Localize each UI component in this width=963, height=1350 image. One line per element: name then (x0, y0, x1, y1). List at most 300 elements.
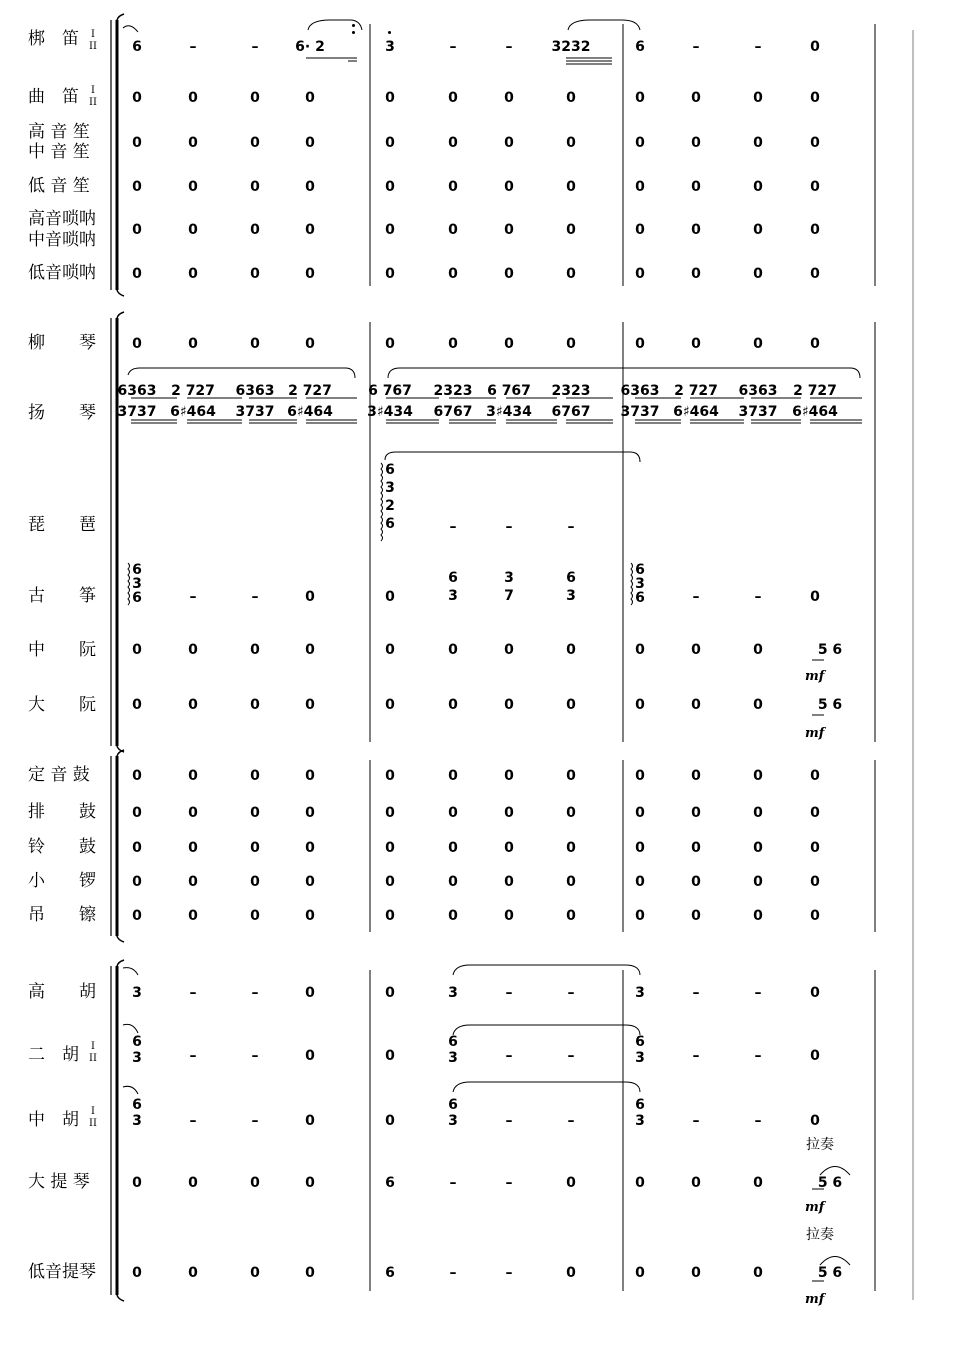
note: 0 (385, 90, 395, 106)
label-guzheng: 古 筝 (28, 586, 96, 606)
label-gaohu: 高 胡 (28, 982, 96, 1002)
note: 0 (188, 908, 198, 924)
dash-extension: – (505, 1265, 513, 1281)
note: 0 (504, 805, 514, 821)
dash-extension: – (505, 985, 513, 1001)
dash-extension: – (251, 39, 259, 55)
note: 0 (305, 768, 315, 784)
note: 0 (188, 1265, 198, 1281)
note: – (754, 1048, 762, 1064)
arpeggio-mark (128, 563, 130, 605)
note: 0 (250, 908, 260, 924)
note: 0 (132, 874, 142, 890)
note: 0 (566, 908, 576, 924)
arpeggio-mark (631, 563, 633, 605)
note: 0 (305, 908, 315, 924)
note: 0 (250, 222, 260, 238)
pipa-chord-note: 2 (385, 498, 395, 514)
note: 6· 2 (295, 39, 325, 55)
note: 0 (448, 840, 458, 856)
note: 0 (188, 768, 198, 784)
tie (385, 452, 640, 462)
note: 0 (188, 222, 198, 238)
note: – (754, 589, 762, 605)
note: 0 (753, 90, 763, 106)
note: 0 (810, 266, 820, 282)
zhonghu-chord-note: 3 (132, 1113, 142, 1129)
arpeggio-mark (381, 463, 383, 541)
guzheng-chord-note: 3 (504, 570, 514, 586)
note: 0 (188, 266, 198, 282)
label-erhu: 二 胡 (28, 1045, 79, 1065)
note: 0 (566, 336, 576, 352)
bracket-hook-top (117, 312, 124, 318)
note: 0 (810, 768, 820, 784)
bowing-annotation-bass: 拉奏 (806, 1227, 834, 1243)
note: 0 (504, 222, 514, 238)
note: 0 (250, 266, 260, 282)
note: 0 (810, 589, 820, 605)
note: 3232 (551, 39, 591, 55)
note: 0 (385, 840, 395, 856)
dash-extension: – (449, 39, 457, 55)
yangqin-upper: 2 727 (674, 383, 718, 399)
label-suona-mid: 中音唢呐 (28, 230, 96, 250)
note: 0 (810, 985, 820, 1001)
note: 0 (132, 642, 142, 658)
bracket-hook-bottom (117, 936, 124, 942)
note: 0 (753, 697, 763, 713)
dash-extension: – (189, 39, 197, 55)
note: 0 (635, 135, 645, 151)
note: 0 (635, 1265, 645, 1281)
yangqin-lower: 6♯464 (170, 404, 216, 420)
note: 0 (810, 336, 820, 352)
erhu-chord-note: 3 (635, 1050, 645, 1066)
note: 0 (305, 266, 315, 282)
bracket-hook-bottom (117, 290, 124, 296)
note: 0 (753, 1175, 763, 1191)
note: 0 (305, 874, 315, 890)
octave-dot (352, 24, 355, 27)
note: 0 (810, 1048, 820, 1064)
tie (453, 1025, 640, 1035)
bracket-hook-top (117, 14, 124, 20)
guzheng-chord-note: 6 (448, 570, 458, 586)
note: 5 6 (817, 697, 843, 713)
note: 0 (305, 985, 315, 1001)
tie (453, 965, 640, 975)
erhu-chord-note: 6 (448, 1034, 458, 1050)
note: – (251, 1113, 259, 1129)
note: 0 (691, 1175, 701, 1191)
zhonghu-chord-note: 6 (132, 1097, 142, 1113)
note: 0 (385, 642, 395, 658)
note: – (692, 1113, 700, 1129)
slur (568, 20, 640, 30)
note: 0 (188, 1175, 198, 1191)
note: 0 (188, 840, 198, 856)
note: – (567, 1113, 575, 1129)
yangqin-upper: 6363 (620, 383, 660, 399)
note: 0 (635, 768, 645, 784)
note: 0 (250, 90, 260, 106)
note: – (692, 589, 700, 605)
dash-extension: – (449, 1265, 457, 1281)
note: 0 (635, 840, 645, 856)
note: 0 (385, 589, 395, 605)
note: 0 (753, 336, 763, 352)
guzheng-chord-note: 6 (635, 590, 645, 606)
note: 0 (188, 90, 198, 106)
octave-dot (388, 31, 391, 34)
guzheng-chord-note: 3 (448, 588, 458, 604)
guzheng-chord-note: 3 (635, 576, 645, 592)
note: 0 (635, 642, 645, 658)
tie (123, 968, 138, 975)
yangqin-upper: 2323 (551, 383, 591, 399)
label-liuqin: 柳 琴 (28, 333, 96, 353)
yangqin-upper: 6363 (117, 383, 157, 399)
part-roman-II: II (89, 41, 97, 52)
yangqin-lower: 3737 (235, 404, 275, 420)
note: 0 (635, 179, 645, 195)
note: 0 (188, 179, 198, 195)
note: 0 (691, 697, 701, 713)
slur (128, 368, 355, 378)
note: 0 (132, 768, 142, 784)
note: 0 (385, 697, 395, 713)
note: 0 (448, 697, 458, 713)
note: 0 (305, 589, 315, 605)
note: 0 (448, 874, 458, 890)
note: 0 (566, 840, 576, 856)
part-roman-I: I (91, 85, 95, 96)
note: 0 (810, 908, 820, 924)
part-roman-I: I (91, 1106, 95, 1117)
note: 0 (305, 222, 315, 238)
note: 0 (504, 90, 514, 106)
note: 0 (132, 179, 142, 195)
dash-extension: – (505, 1175, 513, 1191)
dash-extension: – (505, 519, 513, 535)
note: 0 (504, 135, 514, 151)
note: – (692, 1048, 700, 1064)
pipa-chord-note: 3 (385, 480, 395, 496)
part-roman-I: I (91, 1041, 95, 1052)
note: 0 (385, 1048, 395, 1064)
note: 0 (810, 840, 820, 856)
note: 0 (250, 874, 260, 890)
note: 0 (566, 805, 576, 821)
bracket-hook-bottom (117, 1295, 124, 1301)
note: 5 6 (817, 642, 843, 658)
label-qudi: 曲 笛 (28, 87, 79, 107)
note: 0 (691, 768, 701, 784)
note: 0 (753, 840, 763, 856)
yangqin-lower: 6♯464 (792, 404, 838, 420)
label-diaocha: 吊 镲 (28, 905, 96, 925)
note: 0 (566, 222, 576, 238)
octave-dot (352, 31, 355, 34)
yangqin-upper: 2 727 (171, 383, 215, 399)
note: 0 (188, 135, 198, 151)
yangqin-lower: 6♯464 (673, 404, 719, 420)
dash-extension: – (567, 519, 575, 535)
slur (820, 1257, 850, 1266)
label-sheng-low: 低 音 笙 (28, 176, 90, 196)
note: 0 (691, 908, 701, 924)
note: 0 (635, 90, 645, 106)
note: 0 (566, 266, 576, 282)
yangqin-upper: 2 727 (288, 383, 332, 399)
label-linggu: 铃 鼓 (28, 837, 96, 857)
note: 0 (250, 805, 260, 821)
note: 0 (504, 840, 514, 856)
part-roman-II: II (89, 97, 97, 108)
note: 0 (635, 222, 645, 238)
note: 0 (448, 179, 458, 195)
note: 0 (385, 768, 395, 784)
note: 0 (566, 768, 576, 784)
note: 6 (132, 39, 142, 55)
label-suona-high: 高音唢呐 (28, 209, 96, 229)
note: 0 (753, 222, 763, 238)
note: 0 (132, 336, 142, 352)
note: 0 (385, 266, 395, 282)
note: 6 (635, 39, 645, 55)
note: 0 (305, 1048, 315, 1064)
note: 0 (250, 336, 260, 352)
yangqin-upper: 2323 (433, 383, 473, 399)
yangqin-upper: 2 727 (793, 383, 837, 399)
note: 0 (691, 336, 701, 352)
note: 0 (188, 805, 198, 821)
yangqin-lower: 3♯434 (367, 404, 413, 420)
note: 0 (691, 135, 701, 151)
label-bangdi: 梆 笛 (28, 29, 79, 49)
tie (453, 1082, 640, 1092)
note: 5 6 (817, 1175, 843, 1191)
note: 0 (753, 768, 763, 784)
yangqin-upper: 6 767 (368, 383, 412, 399)
yangqin-lower: 3♯434 (486, 404, 532, 420)
note: 0 (566, 179, 576, 195)
note: 0 (566, 697, 576, 713)
note: 0 (635, 266, 645, 282)
note: 0 (566, 90, 576, 106)
note: 0 (753, 805, 763, 821)
dash-extension: – (449, 1175, 457, 1191)
note: 0 (305, 840, 315, 856)
bowing-annotation-cello: 拉奏 (806, 1137, 834, 1153)
note: 0 (132, 135, 142, 151)
note: – (189, 1113, 197, 1129)
guzheng-chord-note: 3 (566, 588, 576, 604)
dash-extension: – (754, 985, 762, 1001)
note: 0 (504, 908, 514, 924)
erhu-chord-note: 3 (448, 1050, 458, 1066)
note: 0 (250, 840, 260, 856)
note: 0 (504, 179, 514, 195)
dash-extension: – (754, 39, 762, 55)
note: 0 (448, 135, 458, 151)
note: 0 (810, 874, 820, 890)
yangqin-upper: 6363 (235, 383, 275, 399)
label-daruan: 大 阮 (28, 695, 96, 715)
note: 0 (504, 336, 514, 352)
note: 0 (305, 336, 315, 352)
zhonghu-chord-note: 6 (448, 1097, 458, 1113)
note: 0 (385, 222, 395, 238)
note: 0 (635, 697, 645, 713)
pipa-chord-note: 6 (385, 462, 395, 478)
zhonghu-chord-note: 6 (635, 1097, 645, 1113)
note: 6 (385, 1265, 395, 1281)
note: 0 (504, 768, 514, 784)
guzheng-chord-note: 6 (635, 562, 645, 578)
dash-extension: – (692, 985, 700, 1001)
note: 0 (305, 179, 315, 195)
label-paigu: 排 鼓 (28, 802, 96, 822)
yangqin-lower: 6767 (433, 404, 473, 420)
note: 5 6 (817, 1265, 843, 1281)
note: 0 (305, 90, 315, 106)
yangqin-lower: 6♯464 (287, 404, 333, 420)
note: – (505, 1113, 513, 1129)
note: 0 (305, 1175, 315, 1191)
note: 6 (385, 1175, 395, 1191)
note: 0 (448, 805, 458, 821)
label-pipa: 琵 琶 (28, 515, 96, 535)
note: – (251, 1048, 259, 1064)
dash-extension: – (449, 519, 457, 535)
note: 0 (691, 874, 701, 890)
note: 0 (385, 336, 395, 352)
note: 0 (810, 135, 820, 151)
note: 0 (385, 1113, 395, 1129)
tie (123, 1024, 138, 1033)
note: 0 (810, 39, 820, 55)
note: – (189, 589, 197, 605)
note: – (251, 589, 259, 605)
note: 3 (132, 985, 142, 1001)
label-yangqin: 扬 琴 (28, 403, 96, 423)
slur (388, 368, 860, 378)
note: 0 (810, 805, 820, 821)
guzheng-chord-note: 7 (504, 588, 514, 604)
note: 0 (753, 179, 763, 195)
note: 0 (635, 805, 645, 821)
bracket-hook-top (117, 960, 124, 966)
note: 0 (810, 179, 820, 195)
label-timpani: 定 音 鼓 (28, 765, 90, 785)
yangqin-lower: 3737 (117, 404, 157, 420)
guzheng-chord-note: 6 (132, 590, 142, 606)
zhonghu-chord-note: 3 (448, 1113, 458, 1129)
dash-extension: – (692, 39, 700, 55)
note: 0 (566, 874, 576, 890)
slur (820, 1167, 850, 1176)
note: 0 (305, 642, 315, 658)
note: 0 (810, 222, 820, 238)
note: 0 (132, 805, 142, 821)
yangqin-upper: 6363 (738, 383, 778, 399)
note: – (567, 1048, 575, 1064)
note: 0 (305, 1265, 315, 1281)
note: 0 (504, 266, 514, 282)
note: 3 (385, 39, 395, 55)
note: – (754, 1113, 762, 1129)
note: 0 (635, 1175, 645, 1191)
note: 0 (385, 985, 395, 1001)
note: 0 (448, 222, 458, 238)
note: 0 (753, 874, 763, 890)
note: 0 (504, 642, 514, 658)
label-sheng-high: 高 音 笙 (28, 122, 90, 142)
note: 0 (188, 874, 198, 890)
note: 0 (810, 1113, 820, 1129)
note: 0 (385, 135, 395, 151)
note: 0 (691, 1265, 701, 1281)
note: 0 (385, 179, 395, 195)
note: – (505, 1048, 513, 1064)
note: 0 (448, 336, 458, 352)
note: 0 (566, 1265, 576, 1281)
note: 0 (635, 908, 645, 924)
note: – (189, 1048, 197, 1064)
label-zhongruan: 中 阮 (28, 640, 96, 660)
tie (123, 26, 138, 32)
note: 0 (691, 222, 701, 238)
yangqin-upper: 6 767 (487, 383, 531, 399)
note: 0 (691, 266, 701, 282)
note: 0 (132, 697, 142, 713)
note: 0 (504, 874, 514, 890)
tie (123, 1086, 138, 1094)
dynamic-mf: mf (805, 1292, 825, 1307)
note: 0 (448, 908, 458, 924)
note: 0 (132, 266, 142, 282)
note: 0 (188, 336, 198, 352)
dash-extension: – (567, 985, 575, 1001)
note: 0 (132, 90, 142, 106)
note: 0 (305, 697, 315, 713)
yangqin-lower: 6767 (551, 404, 591, 420)
note: 0 (691, 90, 701, 106)
note: 0 (566, 1175, 576, 1191)
note: 3 (448, 985, 458, 1001)
note: 0 (385, 805, 395, 821)
note: 0 (250, 1265, 260, 1281)
erhu-chord-note: 6 (132, 1034, 142, 1050)
note: 0 (250, 1175, 260, 1191)
guzheng-chord-note: 3 (132, 576, 142, 592)
note: 0 (132, 840, 142, 856)
note: 0 (566, 642, 576, 658)
erhu-chord-note: 6 (635, 1034, 645, 1050)
note: 0 (132, 1175, 142, 1191)
note: 0 (753, 135, 763, 151)
note: 0 (250, 697, 260, 713)
bracket-hook-top (117, 750, 124, 756)
note: 0 (753, 908, 763, 924)
note: 0 (753, 1265, 763, 1281)
label-zhonghu: 中 胡 (28, 1110, 79, 1130)
dynamic-mf: mf (805, 669, 825, 684)
note: 0 (385, 874, 395, 890)
part-roman-I: I (91, 29, 95, 40)
